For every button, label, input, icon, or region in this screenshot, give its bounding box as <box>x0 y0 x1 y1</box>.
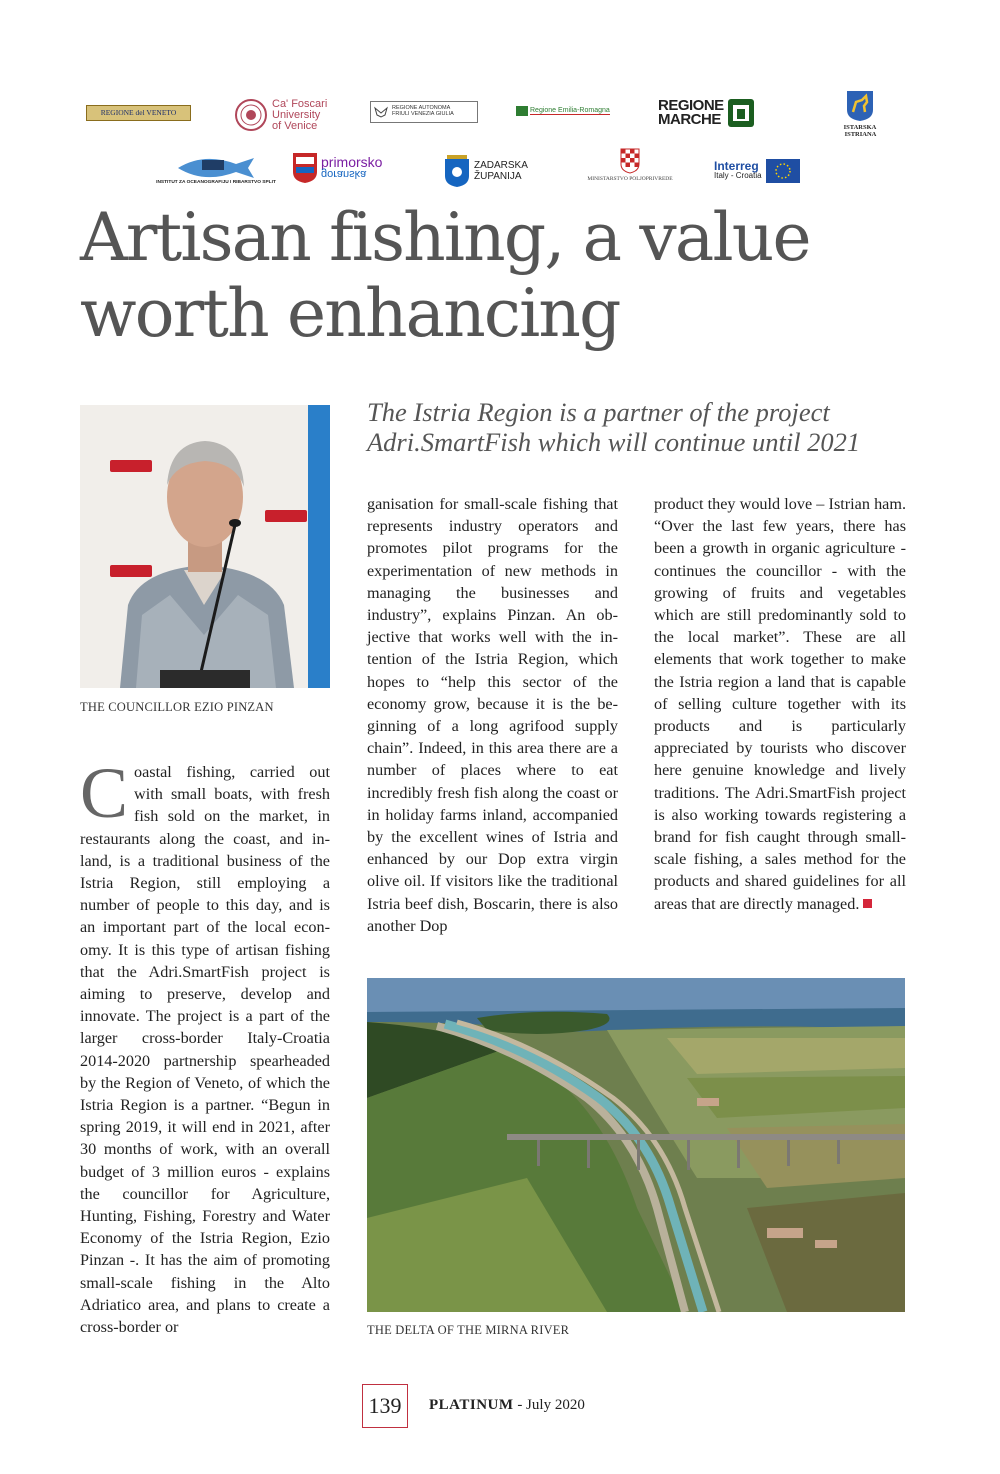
logo-ca-foscari-line3: of Venice <box>272 119 318 132</box>
logo-friuli-venezia-giulia <box>370 101 478 123</box>
magazine-footer <box>429 1397 585 1414</box>
logo-fvg-line1: REGIONE AUTONOMA <box>392 105 451 112</box>
logo-interreg-line1: Interreg <box>714 159 759 173</box>
logo-zadarska-line1: ZADARSKA <box>474 160 528 171</box>
logo-istarska <box>816 86 904 142</box>
eu-flag-icon <box>766 159 800 183</box>
page-number: 139 <box>362 1384 408 1428</box>
article-subtitle <box>367 397 927 457</box>
logo-institut-split <box>152 150 280 190</box>
emilia-romagna-flag-icon <box>516 106 528 116</box>
article-column-2 <box>367 493 618 937</box>
logo-emilia-romagna-text: Regione Emilia-Romagna <box>530 106 610 114</box>
logo-interreg <box>714 156 822 186</box>
logo-ca-foscari <box>234 96 360 134</box>
ca-foscari-seal-icon <box>234 98 268 132</box>
end-of-article-mark <box>863 899 872 908</box>
logo-ca-foscari-line2: University <box>272 108 321 121</box>
article-column-3 <box>654 493 906 915</box>
drop-cap: C <box>80 753 129 833</box>
eagle-icon <box>374 105 388 119</box>
logo-fvg-line2: FRIULI VENEZIA GIULIA <box>392 111 454 117</box>
primorsko-shield-icon <box>292 152 318 184</box>
mirna-delta-aerial-image <box>367 978 905 1312</box>
logo-interreg-line2: Italy - Croatia <box>714 171 762 180</box>
article-title-line1: Artisan fishing, a value <box>80 199 810 276</box>
aerial-caption: THE DELTA OF THE MIRNA RIVER <box>367 1323 570 1337</box>
photo-caption: THE COUNCILLOR EZIO PINZAN <box>80 700 274 714</box>
zadar-shield-icon <box>444 154 470 188</box>
councillor-portrait-image <box>80 405 330 688</box>
logo-primorsko-goranska <box>292 148 404 188</box>
logo-ministarstvo-text: MINISTARSTVO POLJOPRIVREDE <box>587 175 673 182</box>
article-column-1 <box>80 753 330 1338</box>
logo-institut-text: INSTITUT ZA OCEANOGRAFIJU I RIBARSTVO SPLIT <box>156 180 276 186</box>
magazine-issue: - July 2020 <box>513 1397 585 1413</box>
article-subtitle-line1: The Istria Region is a partner of the project <box>367 397 830 427</box>
istria-goat-shield-icon <box>846 90 874 122</box>
logo-istarska-line1: ISTARSKA <box>843 124 877 131</box>
logo-ca-foscari-line1: Ca' Foscari <box>272 97 328 110</box>
logo-regione-marche <box>658 94 762 132</box>
councillor-photo <box>80 405 330 688</box>
logo-emilia-romagna <box>516 103 619 119</box>
logo-zadarska-line2: ŽUPANIJA <box>474 171 522 182</box>
column-3-text: product they would love – Istrian ham. “Over the last few years, there has been a growth in organic agriculture - continues the councillor - with the growing of fruits and vegetables which are still predominantly sold to the local market”. These are all elements that work together to make the Istria region a land that is capable of selling culture together with its products and is particularly appreciated by tourists who discover here genuine knowledge and lively traditions. The Adri.SmartFish project is also working towards registering a brand for fish caught through small-scale fishing, a sales method for the products and shared guidelines for all areas that are directly managed. <box>654 495 906 913</box>
logo-regione-veneto <box>86 105 191 121</box>
column-2-text: ganisation for small-scale fishing that represents industry operators and promotes pilot programs for the experimentation of new methods in managing the businesses and industry”, explains Pinzan. An objective that works well with the intention of the Istria Region, which hopes to “help this sector of the economy grow, because it is the beginning of a long agrifood supply chain”. Indeed, in this area there are a number of places where to eat incredibly fresh fish along the coast or in holiday farms inland, accompanied by the excellent wines of Istria and enhanced by our Dop extra virgin olive oil. If visitors like the traditional Istria beef dish, Boscarin, there is also another Dop <box>367 495 618 935</box>
article-title-line2: worth enhancing <box>80 275 620 352</box>
logo-zadarska <box>444 152 534 190</box>
column-1-text: oastal fishing, carried out with small boats, with fresh fish sold on the market, in restaurants along the coast, and inland, is a traditional business of the Istria Region, still employing a number of people to this day, and is an important part of the local economy. It is this type of artisan fishing that the Adri.SmartFish project is aiming to preserve, develop and innovate. The project is a part of the larger cross-border Italy-Croatia 2014-2020 partnership spearheaded by the Region of Veneto, of which the Istria Region is a partner. “Begun in spring 2019, it will end in 2021, after 30 months of work, with an overall budget of 3 million euros - explains the councillor for Agriculture, Hunting, Fishing, Forestry and Water Economy of the Istria Region, Ezio Pinzan -. It has the aim of promoting small-scale fishing in the Alto Adriatico area, and plans to create a cross-border or <box>80 763 330 1337</box>
fish-building-icon <box>174 154 258 180</box>
croatia-chequy-shield-icon <box>620 148 640 174</box>
logo-primorsko-line2: goranska <box>321 168 367 180</box>
logo-marche-line2: MARCHE <box>658 111 721 128</box>
article-subtitle-line2: Adri.SmartFish which will continue until 2021 <box>367 427 861 457</box>
article-title <box>80 200 960 352</box>
logo-primorsko-line1: primorsko <box>321 154 383 170</box>
mirna-delta-photo <box>367 978 905 1312</box>
marche-emblem-icon <box>727 98 755 128</box>
logo-istarska-line2: ISTRIANA <box>844 131 877 138</box>
logo-marche-line1: REGIONE <box>658 97 724 114</box>
logo-regione-veneto-text: REGIONE del VENETO <box>100 108 177 118</box>
magazine-name: PLATINUM <box>429 1397 514 1413</box>
logo-ministarstvo <box>574 144 686 186</box>
